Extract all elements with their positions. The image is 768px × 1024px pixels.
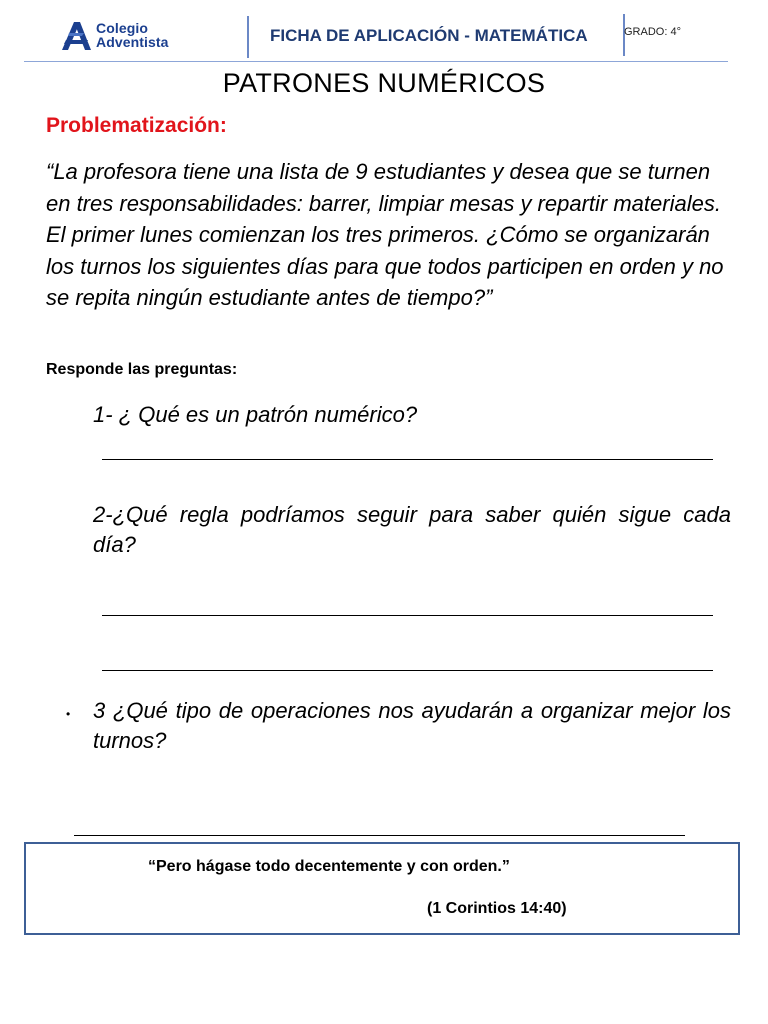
section-heading: Problematización: — [46, 114, 227, 137]
instructions: Responde las preguntas: — [46, 361, 238, 378]
answer-line[interactable] — [74, 835, 685, 836]
logo-text-line1: Colegio — [96, 20, 149, 36]
logo-a-icon — [60, 20, 92, 50]
header-divider — [247, 16, 249, 58]
grade-label: GRADO: 4° — [624, 26, 681, 38]
problem-statement: “La profesora tiene una lista de 9 estudiantes y desea que se turnen en tres responsabilidades: barrer, limpiar mesas y repartir materiales. El primer lunes comienzan los tres primeros. ¿Cómo se organizarán los turnos los siguientes días para que todos participen en orden y no se repita ningún estudiante antes de tiempo?” — [46, 159, 724, 310]
page-title: PATRONES NUMÉRICOS — [222, 68, 546, 98]
header-rule — [24, 61, 728, 62]
answer-line[interactable] — [102, 615, 713, 616]
bullet-icon: • — [66, 707, 71, 721]
bible-verse-box — [24, 842, 740, 935]
answer-line[interactable] — [102, 670, 713, 671]
question-1: 1- ¿ Qué es un patrón numérico? — [93, 402, 418, 427]
worksheet-title: FICHA DE APLICACIÓN - MATEMÁTICA — [270, 26, 588, 45]
question-3: 3 ¿Qué tipo de operaciones nos ayudarán a organizar mejor los turnos? — [93, 698, 731, 753]
bible-verse: “Pero hágase todo decentemente y con orden.” — [148, 858, 510, 875]
answer-line[interactable] — [102, 459, 713, 460]
question-2: 2-¿Qué regla podríamos seguir para saber quién sigue cada día? — [93, 502, 731, 557]
verse-reference: (1 Corintios 14:40) — [427, 900, 567, 917]
school-logo — [60, 18, 200, 54]
logo-text-line2: Adventista — [96, 34, 169, 50]
